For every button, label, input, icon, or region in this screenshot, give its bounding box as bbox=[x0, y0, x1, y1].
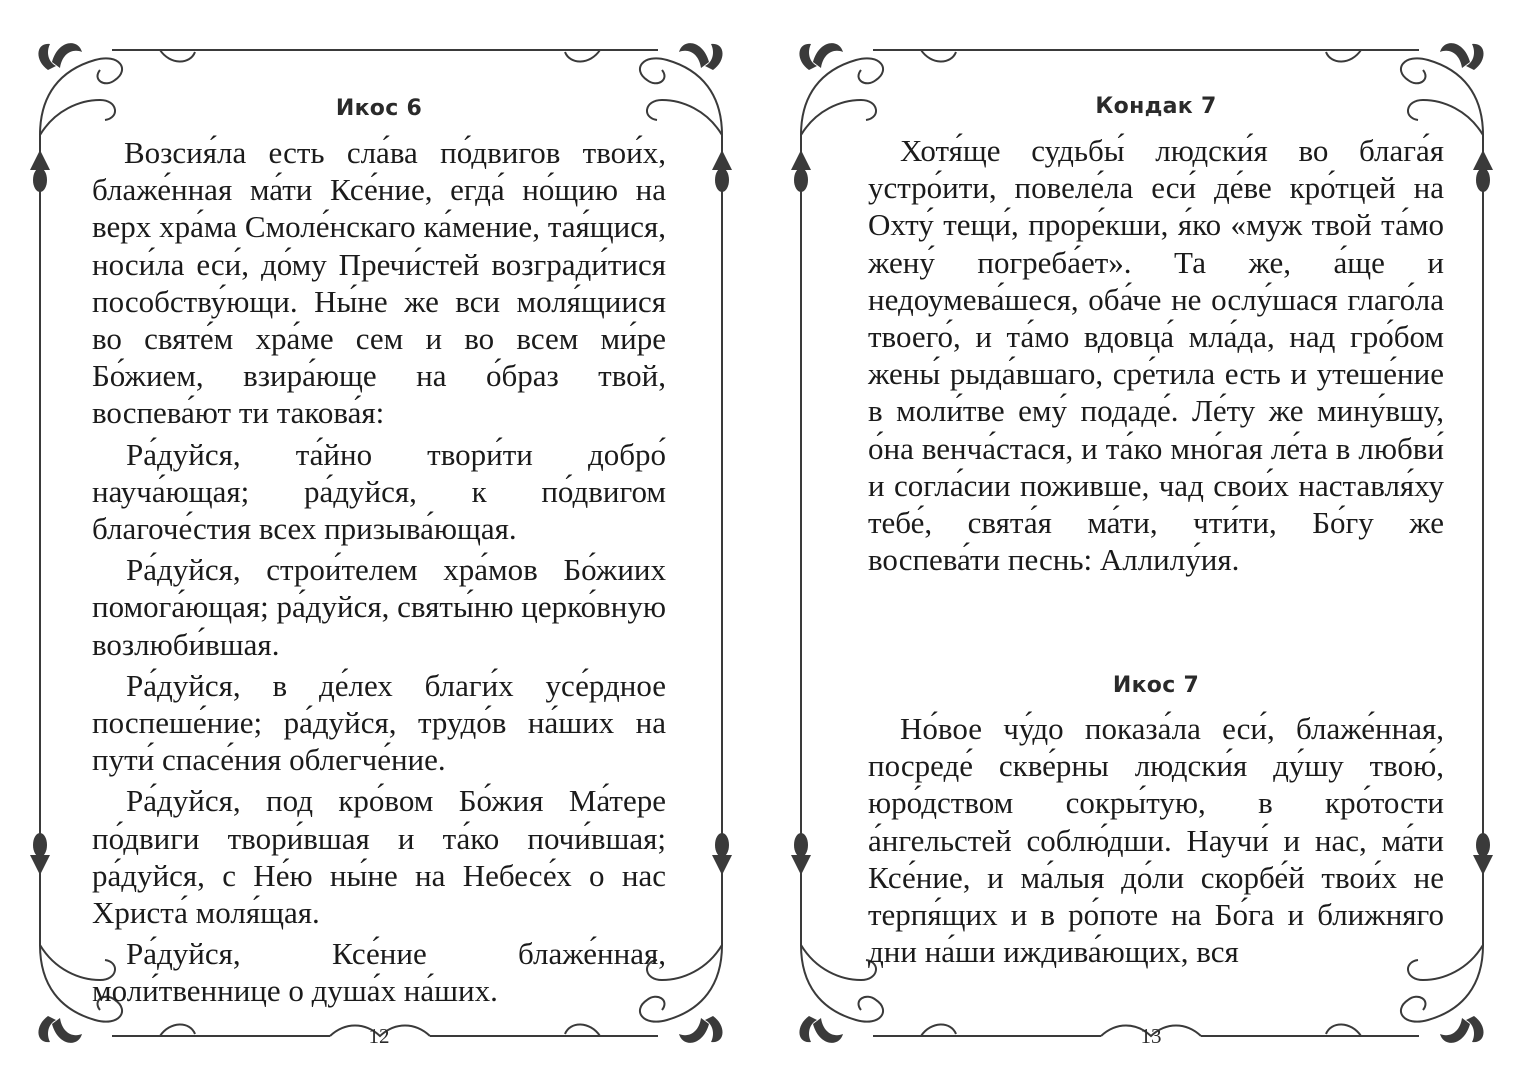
ikos-6-paragraph: Ра́дуйся, под кро́вом Бо́жия Ма́тере по́двиги твори́вшая и та́ко почи́вшая; ра́дуйся, с Не́ю ны́не на Небесе́х о нас Христа́ моля́щая. bbox=[92, 783, 666, 931]
page-number-right: 13 bbox=[1140, 1024, 1162, 1048]
ikos-7-paragraph: Но́вое чу́до показа́ла еси́, блаже́нная, посреде́ скве́рны людски́я ду́шу твою́, юро́дством сокры́тую, в кро́тости а́нгельстей соблю́дши. Научи́ и нас, ма́ти Ксе́ние, и ма́лыя до́ли скорбе́й твои́х не терпя́щих и в ро́поте на Бо́га и ближняго дни на́ши иждива́ющих, вся bbox=[868, 711, 1444, 970]
ikos-7-heading: Икос 7 bbox=[1112, 673, 1200, 698]
page-number-left: 12 bbox=[368, 1024, 390, 1048]
ikos-6-text bbox=[92, 134, 666, 1014]
kondak-7-heading: Кондак 7 bbox=[1095, 94, 1217, 119]
right-page bbox=[761, 0, 1522, 1080]
ikos-6-paragraph: Ра́дуйся, строи́телем хра́мов Бо́жиих помога́ющая; ра́дуйся, святы́ню церко́вную возлюби́вшая. bbox=[92, 552, 666, 662]
kondak-7-text bbox=[868, 132, 1444, 582]
ikos-6-heading: Икос 6 bbox=[335, 96, 423, 121]
ikos-6-paragraph: Ра́дуйся, Ксе́ние блаже́нная, моли́твеннице о душа́х на́ших. bbox=[92, 936, 666, 1009]
ikos-6-paragraph: Возсия́ла есть сла́ва по́двигов твои́х, блаже́нная ма́ти Ксе́ние, егда́ но́щию на верх хра́ма Смоле́нскаго ка́мение, тая́щися, носи́ла еси́, до́му Пречи́стей возгради́тися пособству́ющи. Ны́не же вси моля́щиися во святе́м хра́ме сем и во всем ми́ре Бо́жием, взира́юще на о́браз твой, воспева́ют ти такова́я: bbox=[92, 135, 666, 431]
ikos-6-paragraph: Ра́дуйся, в де́лех благи́х усе́рдное поспеше́ние; ра́дуйся, трудо́в на́ших на пути́ спасе́ния облегче́ние. bbox=[92, 667, 666, 778]
ikos-6-paragraph: Ра́дуйся, та́йно твори́ти добро́ науча́ющая; ра́дуйся, к по́двигом благоче́стия всех призыва́ющая. bbox=[92, 436, 666, 547]
ikos-7-text bbox=[868, 710, 1444, 974]
kondak-7-paragraph: Хотя́ще судьбы́ людски́я во блага́я устро́ити, повеле́ла еси́ де́ве кро́тцей на Охту́ тещи́, проре́кши, я́ко «муж твой та́мо жену́ погреба́ет». Та же, а́ще и недоумева́шеся, оба́че не ослу́шася глаго́ла твоего́, и та́мо вдовца́ мла́да, над гро́бом жены́ рыда́вшаго, сре́тила есть и утеше́ние в моли́тве ему́ подаде́. Ле́ту же мину́вшу, о́на венча́стася, и та́ко мно́гая ле́та в любви́ и согла́сии поживше, чад свои́х наставля́ху тебе́, свята́я ма́ти, чти́ти, Бо́гу же воспева́ти песнь: Аллилу́ия. bbox=[868, 133, 1444, 578]
